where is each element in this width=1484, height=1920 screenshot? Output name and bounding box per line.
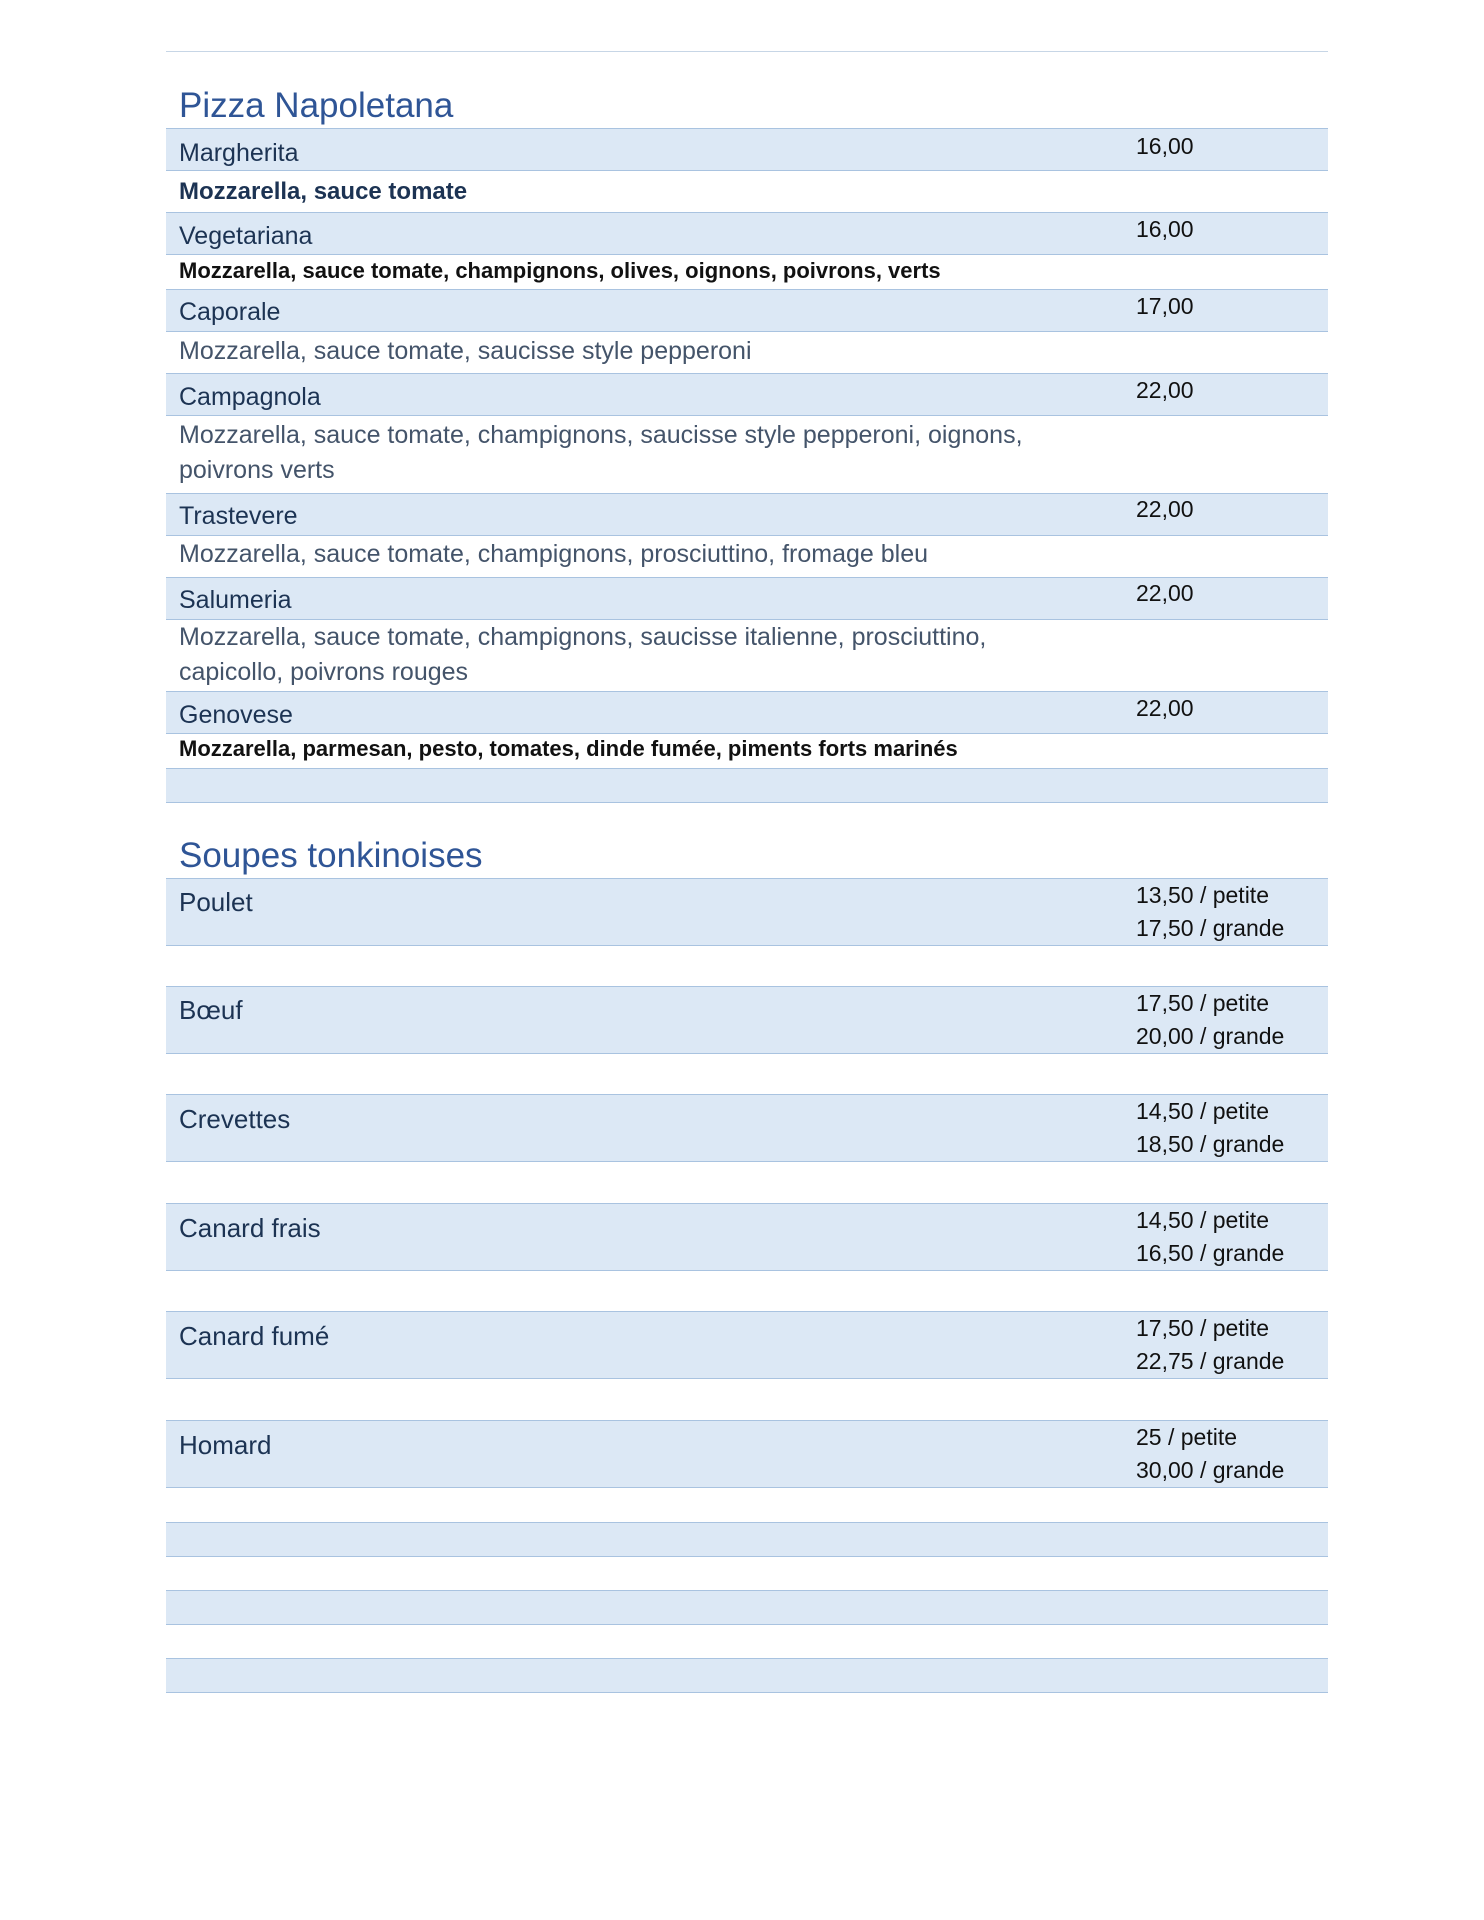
item-description: Mozzarella, sauce tomate bbox=[179, 178, 468, 205]
item-description-line: poivrons verts bbox=[179, 456, 335, 484]
price-small: 17,50 / petite bbox=[1136, 1315, 1269, 1341]
item-description: Mozzarella, sauce tomate, champignons, olives, oignons, poivrons, verts bbox=[179, 258, 941, 283]
item-name: Campagnola bbox=[179, 383, 321, 411]
item-name: Bœuf bbox=[179, 995, 243, 1025]
item-prices bbox=[1136, 1421, 1284, 1487]
item-description-line: Mozzarella, sauce tomate, champignons, saucisse italienne, prosciuttino, bbox=[179, 623, 987, 651]
menu-item-row bbox=[166, 1311, 1328, 1379]
item-description-row bbox=[166, 620, 1328, 691]
item-description-line: capicollo, poivrons rouges bbox=[179, 658, 469, 686]
item-name: Margherita bbox=[179, 139, 299, 167]
price-small: 14,50 / petite bbox=[1136, 1098, 1269, 1124]
item-name: Homard bbox=[179, 1430, 272, 1460]
top-divider bbox=[166, 51, 1328, 52]
item-name: Salumeria bbox=[179, 586, 292, 614]
price-small: 13,50 / petite bbox=[1136, 882, 1269, 908]
menu-item-row bbox=[166, 373, 1328, 416]
section-title-pizza: Pizza Napoletana bbox=[179, 86, 454, 125]
item-price: 22,00 bbox=[1136, 695, 1194, 721]
price-large: 18,50 / grande bbox=[1136, 1131, 1285, 1157]
item-price: 22,00 bbox=[1136, 580, 1194, 606]
item-prices bbox=[1136, 879, 1284, 945]
item-description-row bbox=[166, 255, 1328, 289]
price-small: 25 / petite bbox=[1136, 1424, 1238, 1450]
item-prices bbox=[1136, 1095, 1284, 1161]
item-price: 16,00 bbox=[1136, 216, 1194, 242]
menu-item-row bbox=[166, 577, 1328, 620]
price-small: 17,50 / petite bbox=[1136, 990, 1269, 1016]
price-large: 16,50 / grande bbox=[1136, 1240, 1285, 1266]
empty-row bbox=[166, 768, 1328, 803]
item-description: Mozzarella, sauce tomate, champignons, prosciuttino, fromage bleu bbox=[179, 540, 928, 568]
item-price: 16,00 bbox=[1136, 133, 1194, 159]
empty-row bbox=[166, 1590, 1328, 1625]
menu-item-row bbox=[166, 1094, 1328, 1162]
item-prices bbox=[1136, 1204, 1284, 1270]
price-large: 17,50 / grande bbox=[1136, 915, 1285, 941]
menu-item-row bbox=[166, 1203, 1328, 1271]
item-description-row bbox=[166, 332, 1328, 373]
item-description-line: Mozzarella, sauce tomate, champignons, saucisse style pepperoni, oignons, bbox=[179, 421, 1023, 449]
item-price: 22,00 bbox=[1136, 496, 1194, 522]
item-name: Canard frais bbox=[179, 1213, 321, 1243]
menu-item-row bbox=[166, 212, 1328, 255]
empty-row bbox=[166, 1522, 1328, 1557]
item-name: Crevettes bbox=[179, 1104, 291, 1134]
menu-item-row bbox=[166, 1420, 1328, 1488]
item-description-row bbox=[166, 536, 1328, 577]
price-large: 22,75 / grande bbox=[1136, 1348, 1285, 1374]
menu-item-row bbox=[166, 986, 1328, 1054]
menu-item-row bbox=[166, 691, 1328, 734]
item-name: Poulet bbox=[179, 887, 253, 917]
price-large: 20,00 / grande bbox=[1136, 1023, 1285, 1049]
menu-item-row bbox=[166, 128, 1328, 171]
menu-item-row bbox=[166, 493, 1328, 536]
item-price: 17,00 bbox=[1136, 293, 1194, 319]
item-name: Trastevere bbox=[179, 502, 298, 530]
price-small: 14,50 / petite bbox=[1136, 1207, 1269, 1233]
empty-row bbox=[166, 1658, 1328, 1693]
item-name: Canard fumé bbox=[179, 1321, 330, 1351]
item-name: Genovese bbox=[179, 701, 293, 729]
item-description-row bbox=[166, 416, 1328, 493]
item-description-row bbox=[166, 734, 1328, 768]
menu-item-row bbox=[166, 289, 1328, 332]
item-name: Caporale bbox=[179, 298, 281, 326]
menu-item-row bbox=[166, 878, 1328, 946]
item-description: Mozzarella, parmesan, pesto, tomates, dinde fumée, piments forts marinés bbox=[179, 736, 958, 761]
price-large: 30,00 / grande bbox=[1136, 1457, 1285, 1483]
item-description: Mozzarella, sauce tomate, saucisse style pepperoni bbox=[179, 337, 752, 365]
item-price: 22,00 bbox=[1136, 377, 1194, 403]
item-prices bbox=[1136, 987, 1284, 1053]
item-name: Vegetariana bbox=[179, 222, 313, 250]
section-title-soupes: Soupes tonkinoises bbox=[179, 836, 483, 875]
item-description-row bbox=[166, 171, 1328, 212]
item-prices bbox=[1136, 1312, 1284, 1378]
